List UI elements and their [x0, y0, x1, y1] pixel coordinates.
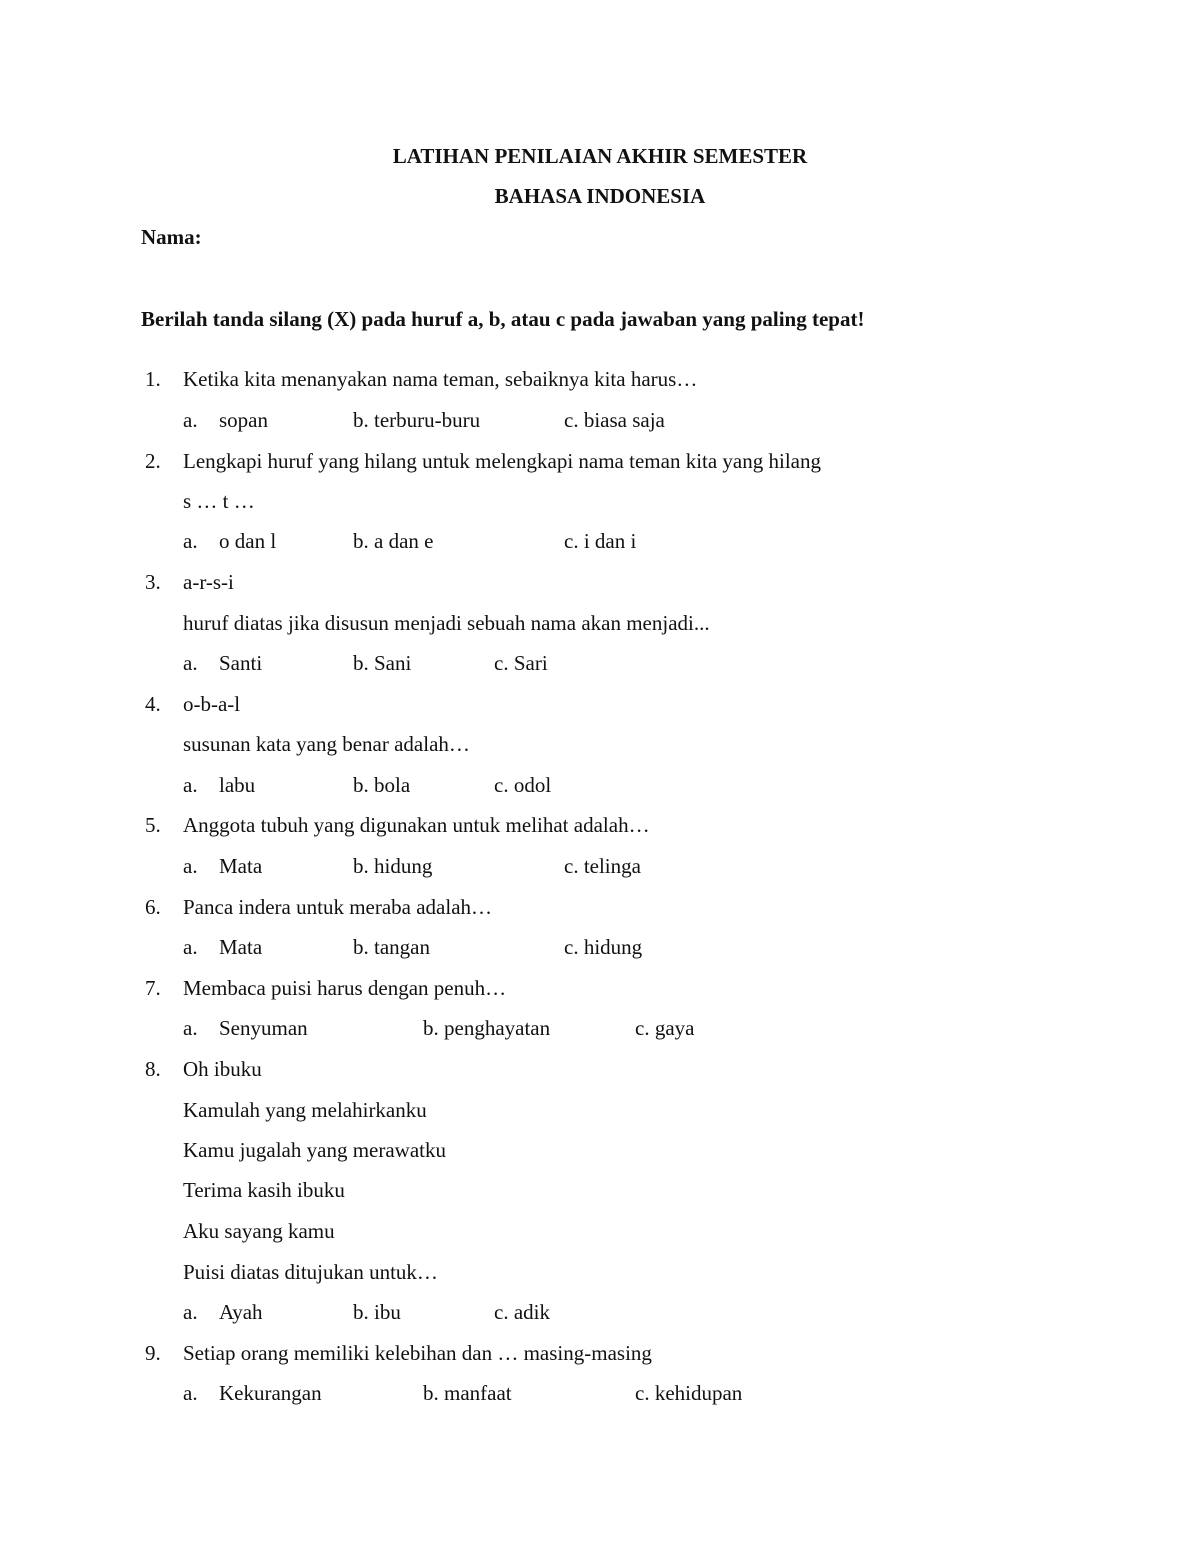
option-c: c. telinga	[564, 854, 641, 878]
option-a: Kekurangan	[219, 1381, 322, 1405]
option-c: c. biasa saja	[564, 408, 665, 432]
question-text: o-b-a-l	[183, 692, 241, 716]
option-c: c. hidung	[564, 935, 643, 959]
option-b: b. penghayatan	[423, 1016, 551, 1040]
option-a-letter: a.	[183, 1300, 198, 1324]
question-text: Anggota tubuh yang digunakan untuk melihat adalah…	[183, 813, 650, 837]
option-b: b. ibu	[353, 1300, 401, 1324]
question-number: 7.	[145, 976, 161, 1000]
question-text: Setiap orang memiliki kelebihan dan … masing-masing	[183, 1341, 652, 1365]
option-c: c. adik	[494, 1300, 550, 1324]
option-a-letter: a.	[183, 854, 198, 878]
poem-line-4: Terima kasih ibuku	[183, 1178, 345, 1202]
option-c: c. gaya	[635, 1016, 695, 1040]
question-number: 5.	[145, 813, 161, 837]
option-a-letter: a.	[183, 1381, 198, 1405]
option-a: Mata	[219, 854, 263, 878]
question-text-line-2: susunan kata yang benar adalah…	[183, 732, 470, 756]
question-number: 2.	[145, 449, 161, 473]
question-text: Lengkapi huruf yang hilang untuk melengkapi nama teman kita yang hilang	[183, 449, 821, 473]
question-text: Ketika kita menanyakan nama teman, sebaiknya kita harus…	[183, 367, 698, 391]
option-a: Santi	[219, 651, 263, 675]
question-number: 9.	[145, 1341, 161, 1365]
option-b: b. bola	[353, 773, 411, 797]
option-b: b. tangan	[353, 935, 430, 959]
option-a-letter: a.	[183, 529, 198, 553]
question-number: 3.	[145, 570, 161, 594]
option-a-letter: a.	[183, 408, 198, 432]
question-number: 1.	[145, 367, 161, 391]
poem-line-1: Oh ibuku	[183, 1057, 262, 1081]
poem-line-2: Kamulah yang melahirkanku	[183, 1098, 427, 1122]
question-text: Membaca puisi harus dengan penuh…	[183, 976, 507, 1000]
option-a-letter: a.	[183, 651, 198, 675]
name-label: Nama:	[141, 225, 202, 249]
option-a: labu	[219, 773, 256, 797]
option-b: b. Sani	[353, 651, 412, 675]
option-c: c. Sari	[494, 651, 548, 675]
question-number: 4.	[145, 692, 161, 716]
question-text: Panca indera untuk meraba adalah…	[183, 895, 493, 919]
question-text-line-2: huruf diatas jika disusun menjadi sebuah nama akan menjadi...	[183, 611, 710, 635]
option-a: Ayah	[219, 1300, 263, 1324]
question-text: a-r-s-i	[183, 570, 234, 594]
option-a: sopan	[219, 408, 268, 432]
option-a-letter: a.	[183, 773, 198, 797]
option-c: c. odol	[494, 773, 552, 797]
question-text-line-2: s … t …	[183, 489, 255, 513]
instruction-text: Berilah tanda silang (X) pada huruf a, b, atau c pada jawaban yang paling tepat!	[141, 307, 865, 331]
option-a-letter: a.	[183, 1016, 198, 1040]
option-a: Mata	[219, 935, 263, 959]
poem-line-3: Kamu jugalah yang merawatku	[183, 1138, 446, 1162]
page-subtitle: BAHASA INDONESIA	[494, 184, 706, 208]
option-c: c. kehidupan	[635, 1381, 743, 1405]
option-a: o dan l	[219, 529, 277, 553]
option-b: b. hidung	[353, 854, 433, 878]
question-number: 8.	[145, 1057, 161, 1081]
option-b: b. a dan e	[353, 529, 434, 553]
option-b: b. manfaat	[423, 1381, 512, 1405]
question-number: 6.	[145, 895, 161, 919]
option-c: c. i dan i	[564, 529, 637, 553]
option-a-letter: a.	[183, 935, 198, 959]
option-a: Senyuman	[219, 1016, 308, 1040]
page-title: LATIHAN PENILAIAN AKHIR SEMESTER	[392, 144, 808, 168]
option-b: b. terburu-buru	[353, 408, 481, 432]
poem-line-5: Aku sayang kamu	[183, 1219, 335, 1243]
question-text: Puisi diatas ditujukan untuk…	[183, 1260, 438, 1284]
